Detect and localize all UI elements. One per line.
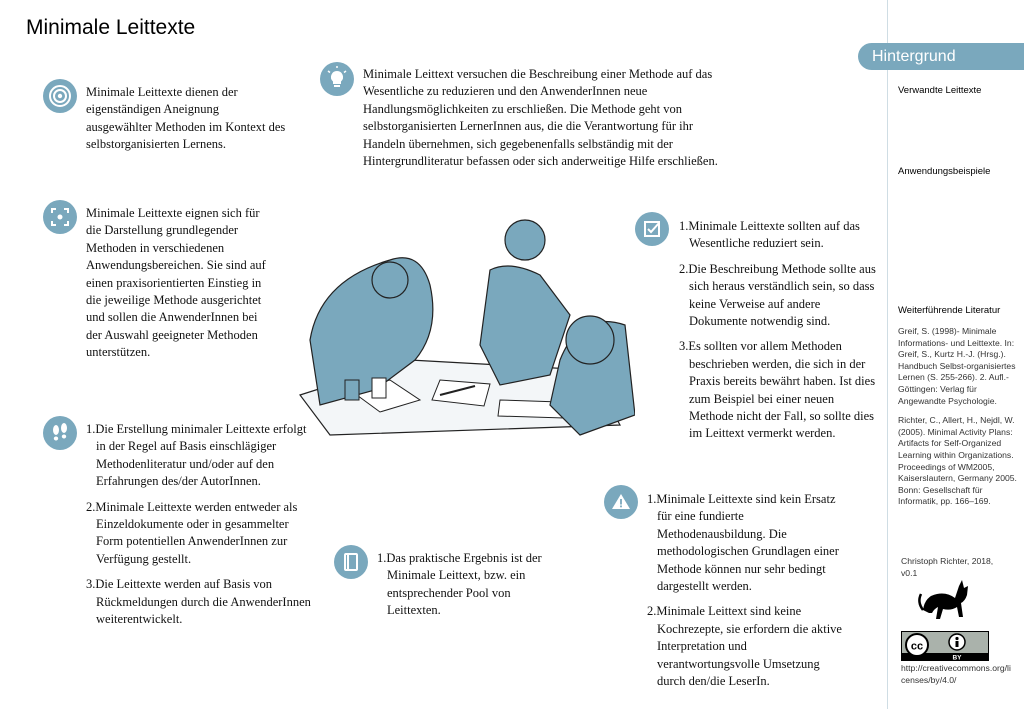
license-link[interactable]: http://creativecommons.org/licenses/by/4.0/ bbox=[901, 663, 1011, 685]
svg-text:BY: BY bbox=[952, 654, 962, 661]
reference-item: Greif, S. (1998)- Minimale Informations- und Leittexte. In: Greif, S., Kurtz H.-J. (Hrsg.). Handbuch Selbst-organisiertes Lernen (S. 255-266). 2. Aufl.- Göttingen: Verlag für Angewandte Psychologie. bbox=[898, 326, 1016, 406]
reference-item: Richter, C., Allert, H., Nejdl, W. (2005). Minimal Activity Plans: Artifacts for Self-Organized Learning within Organizations. Proceedings of WM2005, Kaiserslautern, Germany 2005. Bonn: Gesellschaft für Informatik, pp. 166–169. bbox=[898, 415, 1017, 507]
checklist-item: 2.Die Beschreibung Methode sollte aus sich heraus verständlich sein, so dass keine Verweise auf andere Dokumente notwendig sind. bbox=[679, 261, 876, 329]
step-item: 3.Die Leittexte werden auf Basis von Rückmeldungen durch die AnwenderInnen weiterentwickelt. bbox=[86, 577, 311, 627]
steps-list bbox=[86, 421, 311, 636]
creative-commons-icon bbox=[901, 631, 989, 661]
group-work-illustration bbox=[290, 210, 635, 450]
sidebar-divider bbox=[887, 0, 888, 709]
suitability-text: Minimale Leittexte eignen sich für die Darstellung grundlegender Methoden in verschiedenen Anwendungsbereichen. Sie sind auf einen praxisorientierten Einstieg in die jeweilige Methode ausgerichtet und sollen die AnwenderInnen bei der Auswahl geeigneter Methoden unterstützen. bbox=[86, 206, 266, 360]
related-guides-heading: Verwandte Leittexte bbox=[898, 85, 982, 96]
warning-item: 1.Minimale Leittexte sind kein Ersatz für eine fundierte Methodenausbildung. Die methodologischen Grundlagen einer Methode können nur sehr bedingt dargestellt werden. bbox=[647, 492, 839, 594]
sidebar-header: Hintergrund bbox=[858, 43, 1024, 70]
step-item: 1.Die Erstellung minimaler Leittexte erfolgt in der Regel auf Basis einschlägiger Methodenliteratur und/oder auf den Erfahrungen des/der AutorInnen. bbox=[86, 422, 307, 489]
focus-frame-icon bbox=[43, 200, 77, 234]
result-item: 1.Das praktische Ergebnis ist der Minimale Leittext, bzw. ein entsprechender Pool von Leittexten. bbox=[377, 551, 542, 618]
cat-logo-icon bbox=[915, 572, 975, 627]
warning-item: 2.Minimale Leittext sind keine Kochrezepte, sie erfordern die aktive Interpretation und verantwortungsvolle Umsetzung durch den/die LeserIn. bbox=[647, 604, 842, 689]
application-examples-heading: Anwendungsbeispiele bbox=[898, 166, 991, 177]
warnings-list bbox=[647, 491, 847, 698]
page-title: Minimale Leittexte bbox=[26, 16, 196, 39]
checklist-item: 1.Minimale Leittexte sollten auf das Wesentliche reduziert sein. bbox=[679, 219, 860, 251]
result-text bbox=[377, 550, 557, 628]
checkbox-icon bbox=[635, 212, 669, 246]
literature-heading: Weiterführende Literatur bbox=[898, 305, 1001, 316]
lightbulb-icon bbox=[320, 62, 354, 96]
intro-text: Minimale Leittexte dienen der eigenständigen Aneignung ausgewählter Methoden im Kontext des selbstorganisierten Lernens. bbox=[86, 85, 286, 152]
document-icon bbox=[334, 545, 368, 579]
checklist-item: 3.Es sollten vor allem Methoden beschrieben werden, die sich in der Praxis bereits bewährt haben. Ist dies zum Beispiel bei einer neuen Methode nicht der Fall, so sollte dies im Leittext vermerkt werden. bbox=[679, 339, 876, 441]
author-credit: Christoph Richter, 2018, v0.1 bbox=[901, 556, 994, 578]
references-list bbox=[898, 326, 1020, 516]
target-icon bbox=[43, 79, 77, 113]
svg-text:cc: cc bbox=[910, 640, 924, 653]
method-text: Minimale Leittext versuchen die Beschreibung einer Methode auf das Wesentliche zu reduzieren und den AnwenderInnen neue Handlungsmöglichkeiten zu erschließen. Die Methode geht von selbstorganisierten LernerInnen aus, die die Verantwortung für ihr Handeln übernehmen, sich gegebenenfalls selbständig mit der Hintergrundliteratur befassen oder sich anderweitige Hilfe erschließen. bbox=[363, 67, 718, 169]
footsteps-icon bbox=[43, 416, 77, 450]
checklist bbox=[679, 218, 879, 451]
warning-icon bbox=[604, 485, 638, 519]
step-item: 2.Minimale Leittexte werden entweder als Einzeldokumente oder in gesammelter Form potentiellen AnwenderInnen zur Verfügung gestellt. bbox=[86, 499, 298, 566]
